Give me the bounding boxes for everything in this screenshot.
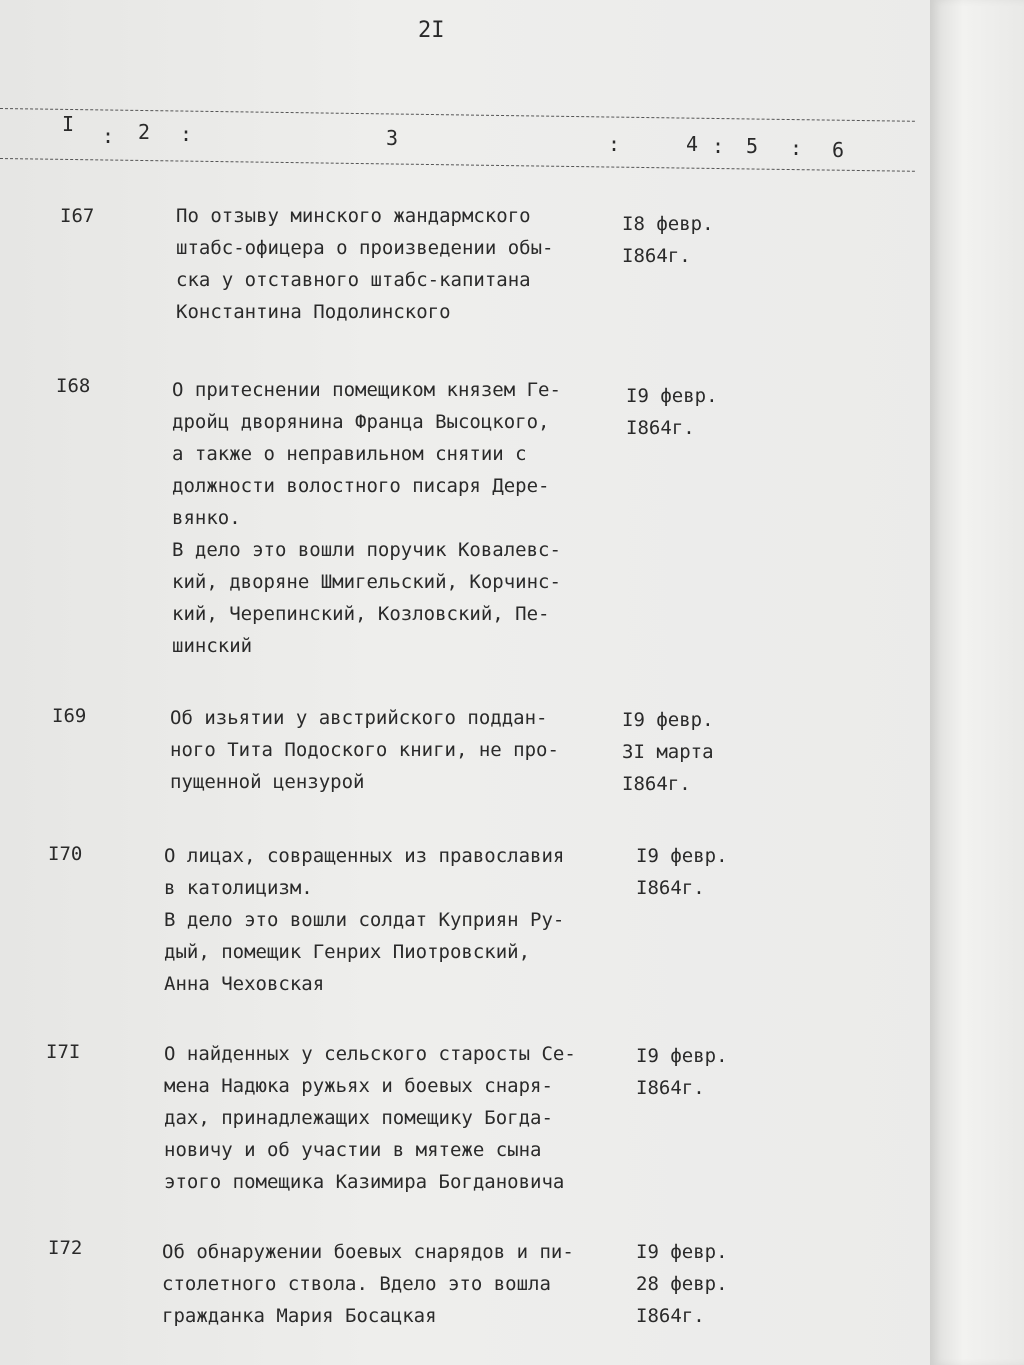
entry-number: I7I <box>46 1041 81 1063</box>
column-separator: : <box>712 134 726 158</box>
description-line: должности волостного писаря Дере- <box>172 475 550 497</box>
entry-description <box>162 1236 612 1332</box>
column-separator: : <box>790 136 804 160</box>
description-line: Анна Чеховская <box>164 973 325 995</box>
column-separator: : <box>608 132 622 156</box>
entry-dates <box>622 704 752 800</box>
description-line: ного Тита Подоского книги, не про- <box>170 739 559 761</box>
description-line: кий, дворяне Шмигельский, Корчинс- <box>172 571 561 593</box>
description-line: Об изьятии у австрийского поддан- <box>170 707 548 729</box>
description-line: ска у отставного штабс-капитана <box>176 269 531 291</box>
description-line: штабс-офицера о произведении обы- <box>176 237 554 259</box>
entry-dates <box>626 380 756 444</box>
description-line: а также о неправильном снятии с <box>172 443 527 465</box>
description-line: столетного ствола. Вдело это вошла <box>162 1273 551 1295</box>
date-line: 28 февр. <box>636 1273 728 1295</box>
entry-description <box>170 702 620 798</box>
entry-number: I69 <box>52 705 87 727</box>
description-line: Об обнаружении боевых снарядов и пи- <box>162 1241 574 1263</box>
entry-dates <box>636 1236 766 1332</box>
description-line: О лицах, совращенных из православия <box>164 845 565 867</box>
page-number: 2I <box>418 18 445 43</box>
description-line: шинский <box>172 635 253 657</box>
description-line: В дело это вошли солдат Куприян Ру- <box>164 909 565 931</box>
entry-number: I72 <box>48 1237 83 1259</box>
description-line: этого помещика Казимира Богдановича <box>164 1171 565 1193</box>
date-line: 3I марта <box>622 741 714 763</box>
entry-description <box>172 374 622 662</box>
column-separator: : <box>180 122 194 146</box>
column-header-row <box>0 112 900 162</box>
description-line: гражданка Мария Босацкая <box>162 1305 437 1327</box>
entry-description <box>176 200 626 328</box>
description-line: дый, помещик Генрих Пиотровский, <box>164 941 531 963</box>
date-line: I864г. <box>622 245 691 267</box>
entry-dates <box>622 208 752 272</box>
description-line: кий, Черепинский, Козловский, Пе- <box>172 603 550 625</box>
entry-description <box>164 1038 614 1198</box>
date-line: I864г. <box>636 1077 705 1099</box>
page-edge <box>930 0 1024 1365</box>
entry-dates <box>636 840 766 904</box>
column-header-2: 2 <box>138 120 152 144</box>
description-line: О притеснении помещиком князем Ге- <box>172 379 561 401</box>
description-line: О найденных у сельского старосты Се- <box>164 1043 576 1065</box>
entry-number: I68 <box>56 375 91 397</box>
column-header-5: 5 <box>746 134 760 158</box>
description-line: пущенной цензурой <box>170 771 365 793</box>
date-line: I864г. <box>622 773 691 795</box>
description-line: дах, принадлежащих помещику Богда- <box>164 1107 553 1129</box>
entry-number: I70 <box>48 843 83 865</box>
description-line: В дело это вошли поручик Ковалевс- <box>172 539 561 561</box>
description-line: мена Надюка ружьях и боевых снаря- <box>164 1075 553 1097</box>
date-line: I864г. <box>636 1305 705 1327</box>
entry-description <box>164 840 614 1000</box>
date-line: I9 февр. <box>636 1241 728 1263</box>
column-separator: : <box>102 124 116 148</box>
column-header-4: 4 <box>686 132 700 156</box>
date-line: I864г. <box>626 417 695 439</box>
date-line: I9 февр. <box>636 1045 728 1067</box>
column-header-3: 3 <box>386 126 400 150</box>
description-line: По отзыву минского жандармского <box>176 205 531 227</box>
date-line: I9 февр. <box>636 845 728 867</box>
date-line: I9 февр. <box>626 385 718 407</box>
column-header-1: I <box>62 112 76 136</box>
date-line: I9 февр. <box>622 709 714 731</box>
entry-number: I67 <box>60 205 95 227</box>
entry-dates <box>636 1040 766 1104</box>
description-line: Константина Подолинского <box>176 301 451 323</box>
description-line: в католицизм. <box>164 877 313 899</box>
description-line: вянко. <box>172 507 241 529</box>
description-line: новичу и об участии в мятеже сына <box>164 1139 542 1161</box>
date-line: I864г. <box>636 877 705 899</box>
description-line: дройц дворянина Франца Высоцкого, <box>172 411 550 433</box>
column-header-6: 6 <box>832 138 846 162</box>
date-line: I8 февр. <box>622 213 714 235</box>
